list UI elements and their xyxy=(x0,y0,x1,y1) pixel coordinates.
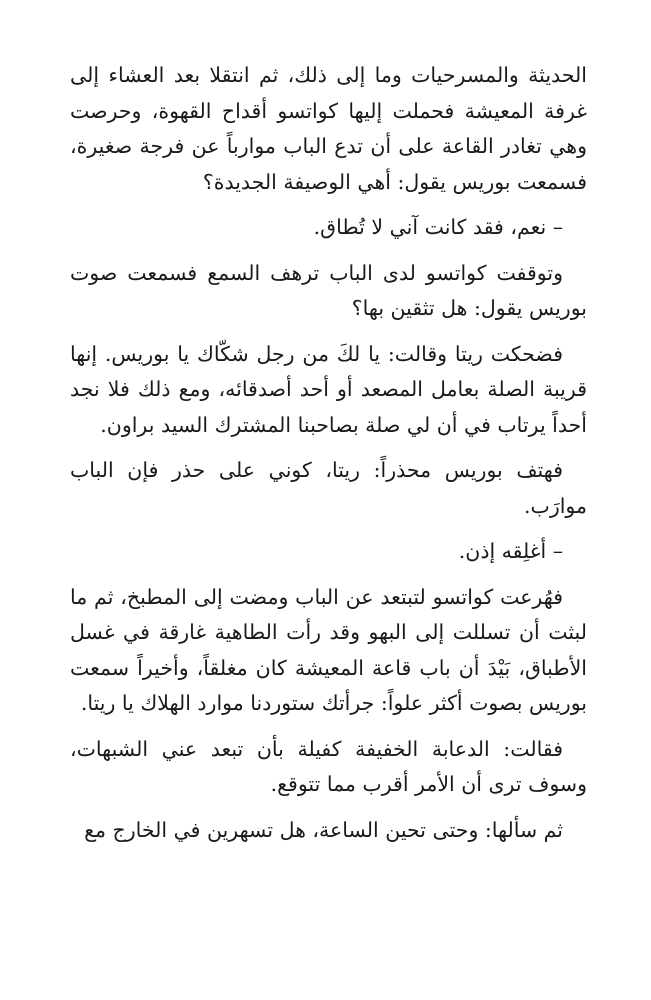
paragraph-1: الحديثة والمسرحيات وما إلى ذلك، ثم انتقلا بعد العشاء إلى غرفة المعيشة فحملت إليها كواتسو أقداح القهوة، وحرصت وهي تغادر القاعة على أن تدع الباب موارباً عن فرجة صغيرة، فسمعت بوريس يقول: أهي الوصيفة الجديدة؟ xyxy=(70,63,587,194)
paragraph-8: فقالت: الدعابة الخفيفة كفيلة بأن تبعد عني الشبهات، وسوف ترى أن الأمر أقرب مما تتوقع. xyxy=(70,736,587,796)
paragraph-5: فهتف بوريس محذراً: ريتا، كوني على حذر فإن الباب موارَب. xyxy=(70,458,587,518)
paragraph-9: ثم سألها: وحتى تحين الساعة، هل تسهرين في الخارج مع xyxy=(84,817,563,842)
paragraph-7: فهُرعت كواتسو لتبتعد عن الباب ومضت إلى المطبخ، ثم ما لبثت أن تسللت إلى البهو وقد رأت الطاهية غارقة في غسل الأطباق، بَيْدَ أن باب قاعة المعيشة كان مغلقاً، وأخيراً سمعت بوريس بصوت أكثر علواً: جرأتك ستوردنا موارد الهلاك يا ريتا. xyxy=(70,584,587,715)
paragraph-2-dialog: – نعم، فقد كانت آني لا تُطاق. xyxy=(313,215,563,239)
paragraph-3: وتوقفت كواتسو لدى الباب ترهف السمع فسمعت صوت بوريس يقول: هل تثقين بها؟ xyxy=(70,260,587,320)
paragraph-4: فضحكت ريتا وقالت: يا لكَ من رجل شكّاك يا بوريس. إنها قريبة الصلة بعامل المصعد أو أحد أصدقائه، ومع ذلك فلا نجد أحداً يرتاب في أن لي صلة بصاحبنا المشترك السيد براون. xyxy=(70,341,587,437)
paragraph-6-dialog: – أغلِقه إذن. xyxy=(458,539,563,563)
